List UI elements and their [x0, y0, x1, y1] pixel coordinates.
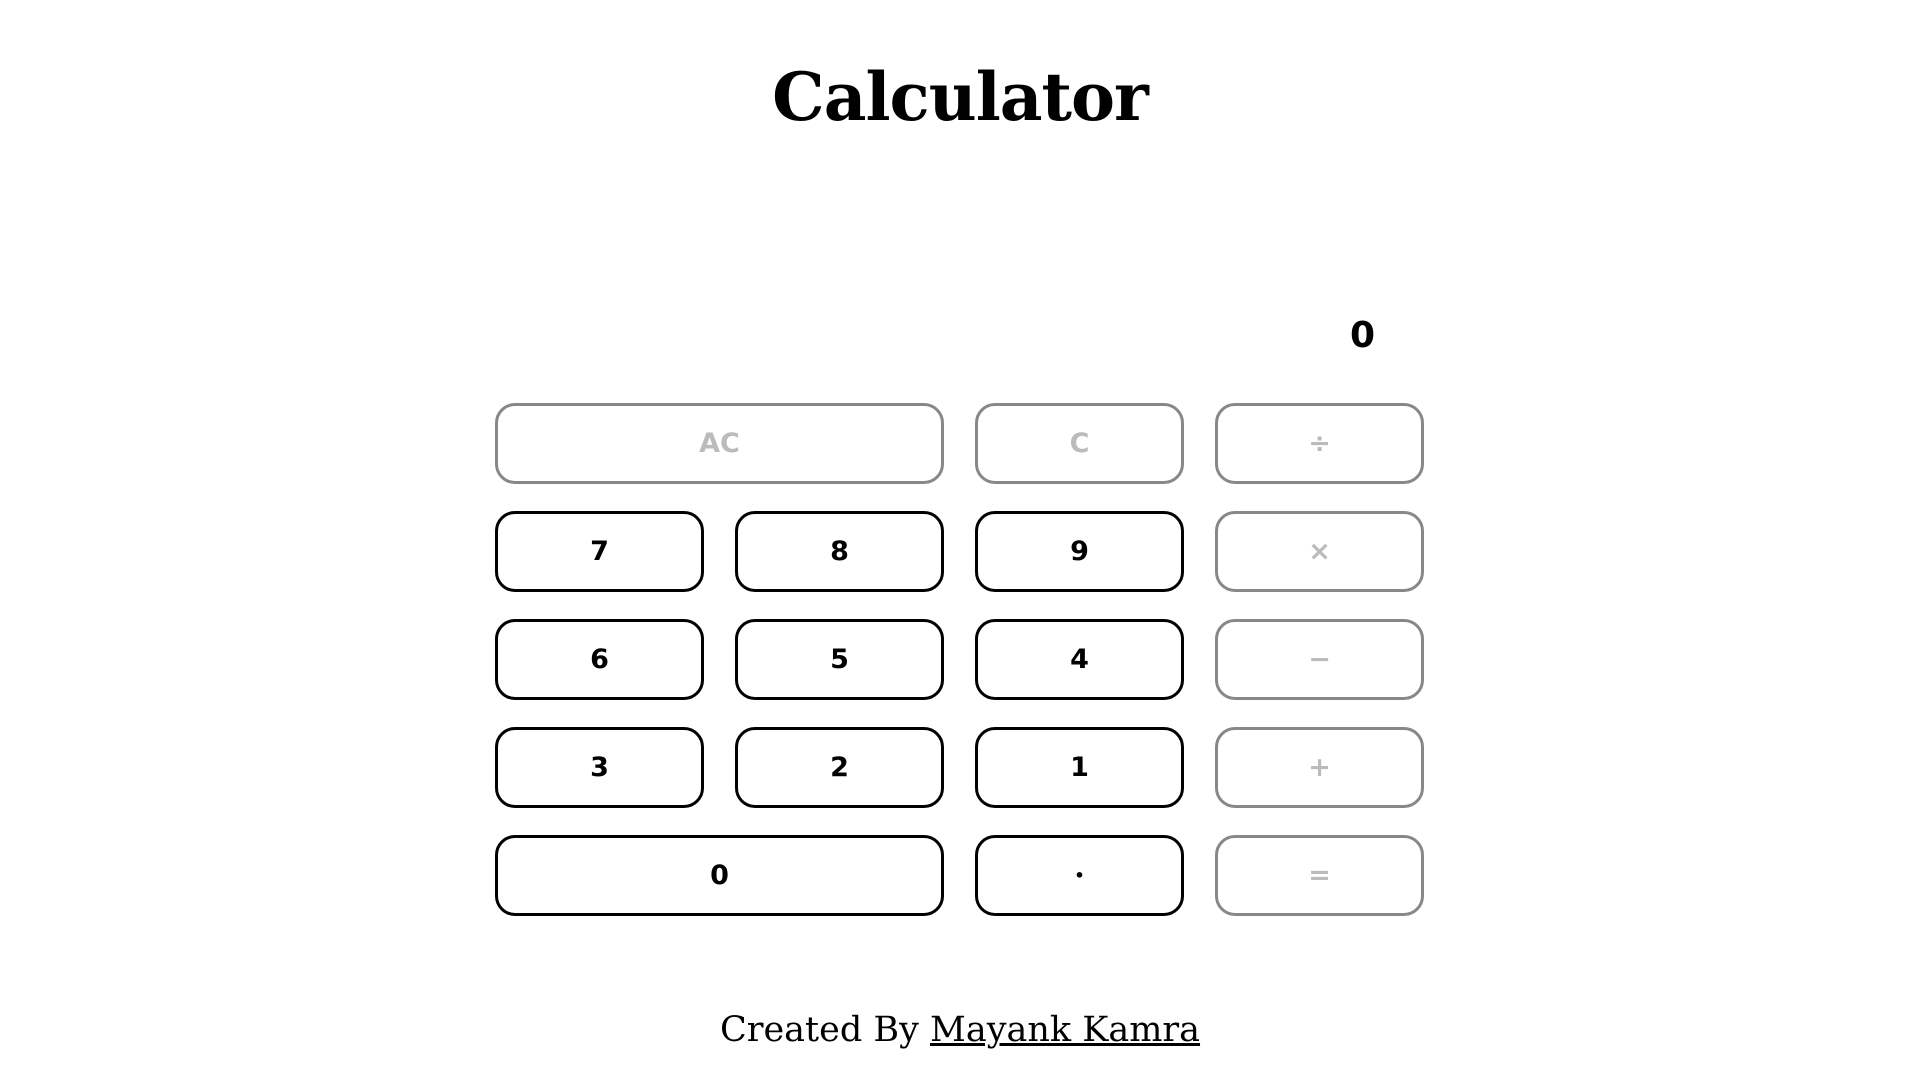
all-clear-button[interactable]: AC: [495, 403, 944, 484]
keypad: [495, 403, 1424, 916]
digit-7-button[interactable]: 7: [495, 511, 704, 592]
digit-3-button[interactable]: 3: [495, 727, 704, 808]
author-link[interactable]: Mayank Kamra: [930, 1010, 1201, 1050]
clear-button[interactable]: C: [975, 403, 1184, 484]
page-title: Calculator: [772, 58, 1148, 137]
decimal-button[interactable]: •: [975, 835, 1184, 916]
plus-button[interactable]: +: [1215, 727, 1424, 808]
equals-button[interactable]: =: [1215, 835, 1424, 916]
digit-6-button[interactable]: 6: [495, 619, 704, 700]
digit-0-button[interactable]: 0: [495, 835, 944, 916]
digit-5-button[interactable]: 5: [735, 619, 944, 700]
minus-button[interactable]: −: [1215, 619, 1424, 700]
digit-8-button[interactable]: 8: [735, 511, 944, 592]
multiply-button[interactable]: ×: [1215, 511, 1424, 592]
digit-1-button[interactable]: 1: [975, 727, 1184, 808]
digit-9-button[interactable]: 9: [975, 511, 1184, 592]
calculator-display: 0: [1349, 315, 1375, 356]
footer-prefix: Created By: [719, 1010, 919, 1050]
digit-2-button[interactable]: 2: [735, 727, 944, 808]
divide-button[interactable]: ÷: [1215, 403, 1424, 484]
digit-4-button[interactable]: 4: [975, 619, 1184, 700]
footer: [0, 1010, 1920, 1050]
